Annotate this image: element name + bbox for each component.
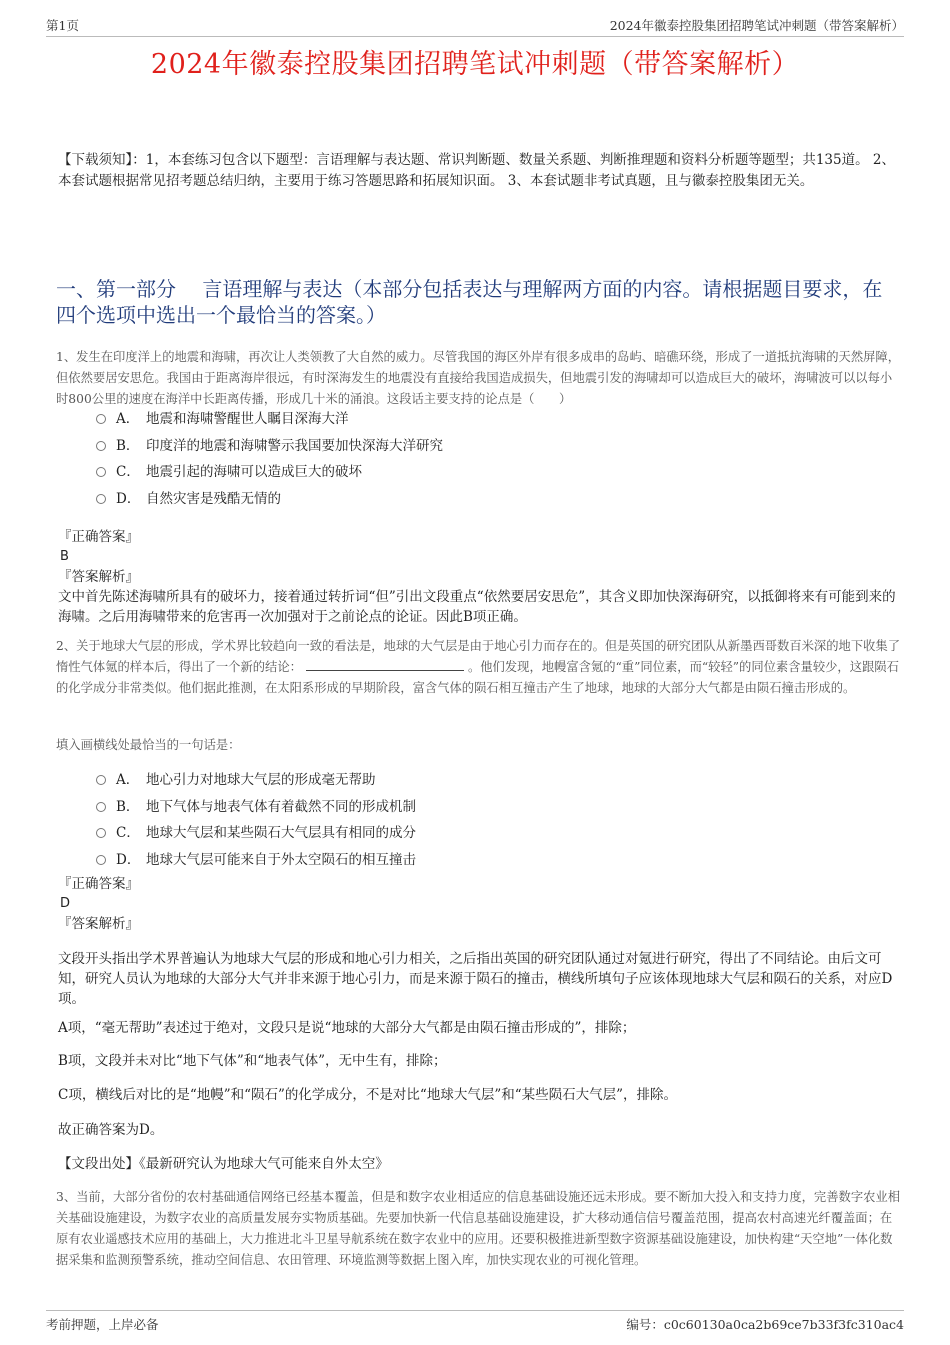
fill-prompt: 填入画横线处最恰当的一句话是： [56,738,241,752]
question-2-option-a[interactable]: A． 地心引力对地球大气层的形成毫无帮助 [96,765,896,792]
question-1-option-d[interactable]: D． 自然灾害是残酷无情的 [96,484,896,511]
question-3-stem: 3、当前，大部分省份的农村基础通信网络已经基本覆盖，但是和数字农业相适应的信息基础设施还远未形成。要不断加大投入和支持力度，完善数字农业相关基础设施建设，为数字农业的高质量发展夯实物质基础。先要加快新一代信息基础设施建设，扩大移动通信信号覆盖范围，提高农村高速光纤覆盖面；在原有农业遥感技术应用的基础上，大力推进北斗卫星导航系统在数字农业中的应用。还要积极推进新型数字资源基础设施建设，加快构建“天空地”一体化数据采集和监测预警系统，推动空间信息、农田管理、环境监测等数据上图入库，加快实现农业的可视化管理。 [56,1190,901,1267]
footer-slogan: 考前押题，上岸必备 [46,1317,159,1332]
question-2-note-a: A项，“毫无帮助”表述过于绝对，文段只是说“地球的大部分大气都是由陨石撞击形成的”，排除； [58,1020,636,1036]
question-2-conclusion: 故正确答案为D。 [58,1122,164,1138]
question-2-source: 【文段出处】《最新研究认为地球大气可能来自外太空》 [58,1156,389,1172]
analysis-text: 文中首先陈述海啸所具有的破坏力，接着通过转折词“但”引出文段重点“依然要居安思危”，其含义即加快深海研究，以抵御将来有可能到来的海啸。之后用海啸带来的危害再一次加强对于之前论点的论证。因此B项正确。 [58,589,896,625]
page-footer [46,1310,904,1333]
correct-answer-label: 『正确答案』 [58,529,139,545]
question-1-option-b[interactable]: B． 印度洋的地震和海啸警示我国要加快深海大洋研究 [96,431,896,458]
question-2-answer-block [58,874,898,934]
question-2-option-d[interactable]: D． 地球大气层可能来自于外太空陨石的相互撞击 [96,845,896,872]
correct-answer-label: 『正确答案』 [58,876,139,892]
document-title: 2024年徽泰控股集团招聘笔试冲刺题（带答案解析） [150,49,800,80]
question-2-options [96,765,896,871]
radio-icon[interactable] [96,414,106,424]
radio-icon[interactable] [96,441,106,451]
fill-blank [306,658,464,671]
radio-icon[interactable] [96,467,106,477]
analysis-label: 『答案解析』 [58,569,139,585]
header-doc-title: 2024年徽泰控股集团招聘笔试冲刺题（带答案解析） [609,18,904,33]
section-heading: 一、第一部分 言语理解与表达（本部分包括表达与理解两方面的内容。请根据题目要求，在四个选项中选出一个最恰当的答案。） [56,277,883,327]
footer-doc-id: 编号：c0c60130a0ca2b69ce7b33f3fc310ac4 [626,1317,904,1332]
question-2-analysis: 文段开头指出学术界普遍认为地球大气层的形成和地心引力相关，之后指出英国的研究团队通过对氪进行研究，得出了不同结论。由后文可知，研究人员认为地球的大部分大气并非来源于地心引力，而是来源于陨石的撞击，横线所填句子应该体现地球大气层和陨石的关系，对应D项。 [58,951,893,1007]
correct-answer: D [60,896,71,911]
question-1-answer-block [58,527,898,627]
radio-icon[interactable] [96,802,106,812]
question-1-options [96,404,896,510]
analysis-label: 『答案解析』 [58,916,139,932]
question-1-option-c[interactable]: C． 地震引起的海啸可以造成巨大的破坏 [96,457,896,484]
radio-icon[interactable] [96,855,106,865]
page-number: 第1页 [46,18,79,33]
download-notice: 【下载须知】：1，本套练习包含以下题型：言语理解与表达题、常识判断题、数量关系题、判断推理题和资料分析题等题型；共135道。 2、本套试题根据常见招考题总结归纳，主要用于练习答题思路和拓展知识面。 3、本套试题非考试真题，且与徽泰控股集团无关。 [58,152,895,189]
question-2-stem: 2、关于地球大气层的形成，学术界比较趋向一致的看法是，地球的大气层是由于地心引力而存在的。但是英国的研究团队从新墨西哥数百米深的地下收集了惰性气体氪的样本后，得出了一个新的结论： 。他们发现，地幔富含氪的“重”同位素，而“较轻”的同位素含量较少，这跟陨石的化学成分非常类似。他们据此推测，在太阳系形成的早期阶段，富含气体的陨石相互撞击产生了地球，地球的大部分大气都是由陨石撞击形成的。 [56,639,901,695]
question-2-option-c[interactable]: C． 地球大气层和某些陨石大气层具有相同的成分 [96,818,896,845]
radio-icon[interactable] [96,828,106,838]
question-2-note-c: C项，横线后对比的是“地幔”和“陨石”的化学成分，不是对比“地球大气层”和“某些陨石大气层”，排除。 [58,1087,678,1103]
page-header [46,14,904,37]
question-2-note-b: B项，文段并未对比“地下气体”和“地表气体”，无中生有，排除； [58,1053,447,1069]
question-2-option-b[interactable]: B． 地下气体与地表气体有着截然不同的形成机制 [96,792,896,819]
question-1-option-a[interactable]: A． 地震和海啸警醒世人瞩目深海大洋 [96,404,896,431]
correct-answer: B [60,549,69,564]
question-1-stem: 1、发生在印度洋上的地震和海啸，再次让人类领教了大自然的威力。尽管我国的海区外岸有很多成串的岛屿、暗礁环绕，形成了一道抵抗海啸的天然屏障，但依然要居安思危。我国由于距离海岸很远，有时深海发生的地震没有直接给我国造成损失，但地震引发的海啸却可以造成巨大的破坏，海啸波可以以每小时800公里的速度在海洋中长距离传播，形成几十米的涌浪。这段话主要支持的论点是（ ） [56,350,901,406]
radio-icon[interactable] [96,494,106,504]
radio-icon[interactable] [96,775,106,785]
